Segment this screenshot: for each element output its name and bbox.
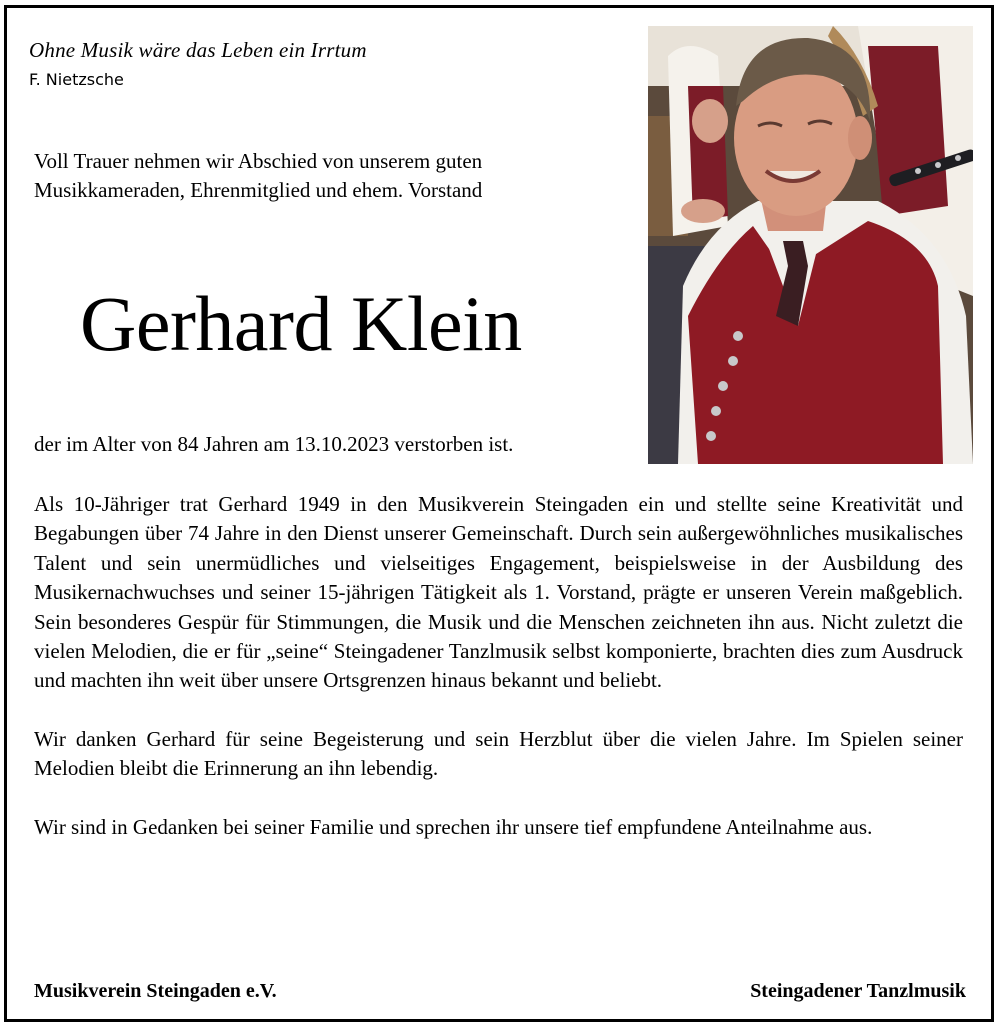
obituary-body xyxy=(34,490,963,871)
portrait-photo xyxy=(648,26,973,464)
body-paragraph-2: Wir danken Gerhard für seine Begeisterung und sein Herzblut über die vielen Jahre. Im Spielen seiner Melodien bleibt die Erinnerung an ihn lebendig. xyxy=(34,726,963,781)
body-paragraph-1: Als 10-Jähriger trat Gerhard 1949 in den Musikverein Steingaden ein und stellte seine Kreativität und Begabungen über 74 Jahre in den Dienst unserer Gemeinschaft. Durch sein außergewöhnliches musikalisches Talent und sein unermüdliches und vielseitiges Engagement, beispielsweise in der Ausbildung des Musikernachwuchses und seiner 15-jährigen Tätigkeit als 1. Vorstand, prägte er unseren Verein maßgeblich. Sein besonderes Gespür für Stimmungen, die Musik und die Menschen zeichneten ihn aus. Nicht zuletzt die vielen Melodien, die er für „seine“ Steingadener Tanzlmusik selbst komponierte, brachten dies zum Ausdruck und machten ihn weit über unsere Ortsgrenzen hinaus bekannt und beliebt. xyxy=(34,492,963,693)
deceased-name: Gerhard Klein xyxy=(80,280,522,367)
signature-band: Steingadener Tanzlmusik xyxy=(750,980,966,1002)
intro-text: Voll Trauer nehmen wir Abschied von unserem guten Musikkameraden, Ehrenmitglied und ehem. Vorstand xyxy=(34,149,483,202)
signature-club: Musikverein Steingaden e.V. xyxy=(34,980,277,1002)
body-paragraph-3: Wir sind in Gedanken bei seiner Familie und sprechen ihr unsere tief empfundene Anteilnahme aus. xyxy=(34,814,873,839)
obituary-notice xyxy=(4,5,994,1022)
motto-quote: Ohne Musik wäre das Leben ein Irrtum xyxy=(29,38,367,62)
death-notice-line: der im Alter von 84 Jahren am 13.10.2023 verstorben ist. xyxy=(34,432,514,456)
motto-author: F. Nietzsche xyxy=(29,70,124,89)
